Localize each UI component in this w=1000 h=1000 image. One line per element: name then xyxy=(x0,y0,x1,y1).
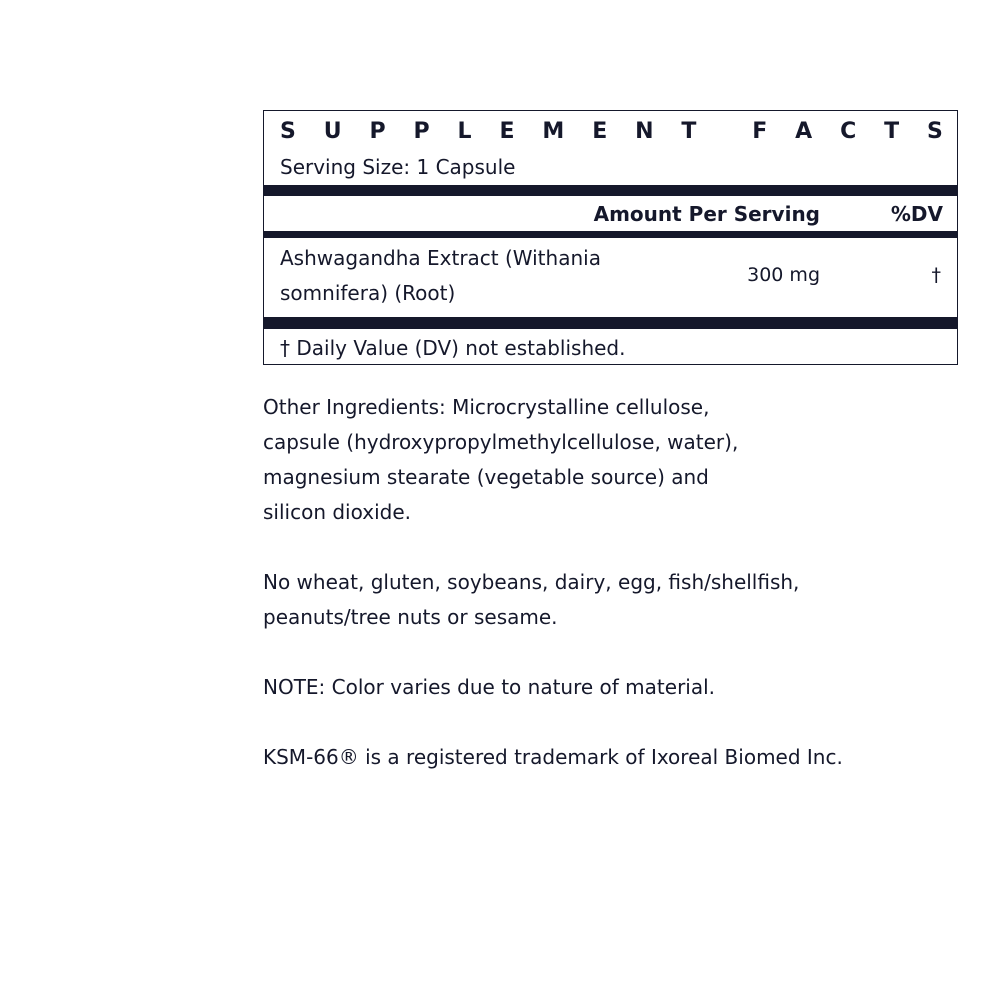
ingredient-amount: 300 mg xyxy=(747,264,820,286)
title-letter: L xyxy=(457,119,472,144)
title-letter: E xyxy=(499,119,515,144)
title-letter: E xyxy=(592,119,608,144)
other-ingredients-text: Other Ingredients: Microcrystalline cellulose, capsule (hydroxypropylmethylcellulose, water), magnesium stearate (vegetable source) and silicon dioxide. xyxy=(263,395,739,524)
divider-bar-thick-bottom xyxy=(264,317,957,329)
daily-value-header: %DV xyxy=(890,202,943,226)
title-letter: U xyxy=(323,119,342,144)
supplement-facts-title xyxy=(280,117,943,147)
ingredient-daily-value: † xyxy=(931,264,941,286)
title-letter: C xyxy=(840,119,857,144)
color-note: NOTE: Color varies due to nature of material. xyxy=(263,675,716,699)
supplement-facts-panel xyxy=(263,110,958,365)
title-letter: M xyxy=(542,119,565,144)
divider-bar-thick xyxy=(264,185,957,196)
allergen-statement: No wheat, gluten, soybeans, dairy, egg, fish/shellfish, peanuts/tree nuts or sesame. xyxy=(263,570,800,629)
title-letter: F xyxy=(752,119,768,144)
amount-per-serving-header: Amount Per Serving xyxy=(593,202,820,226)
title-letter: P xyxy=(413,119,430,144)
trademark-note: KSM-66® is a registered trademark of Ixoreal Biomed Inc. xyxy=(263,745,843,769)
divider-bar-medium xyxy=(264,231,957,238)
ingredient-name: Ashwagandha Extract (Withania somnifera) (Root) xyxy=(280,246,601,305)
title-letter: S xyxy=(280,119,296,144)
title-letter: T xyxy=(681,119,697,144)
title-letter: P xyxy=(369,119,386,144)
daily-value-footnote: † Daily Value (DV) not established. xyxy=(280,336,626,360)
title-letter: A xyxy=(795,119,813,144)
serving-size: Serving Size: 1 Capsule xyxy=(280,155,516,179)
title-letter: S xyxy=(927,119,943,144)
product-notes xyxy=(263,390,963,810)
title-letter: N xyxy=(635,119,654,144)
title-letter: T xyxy=(884,119,900,144)
